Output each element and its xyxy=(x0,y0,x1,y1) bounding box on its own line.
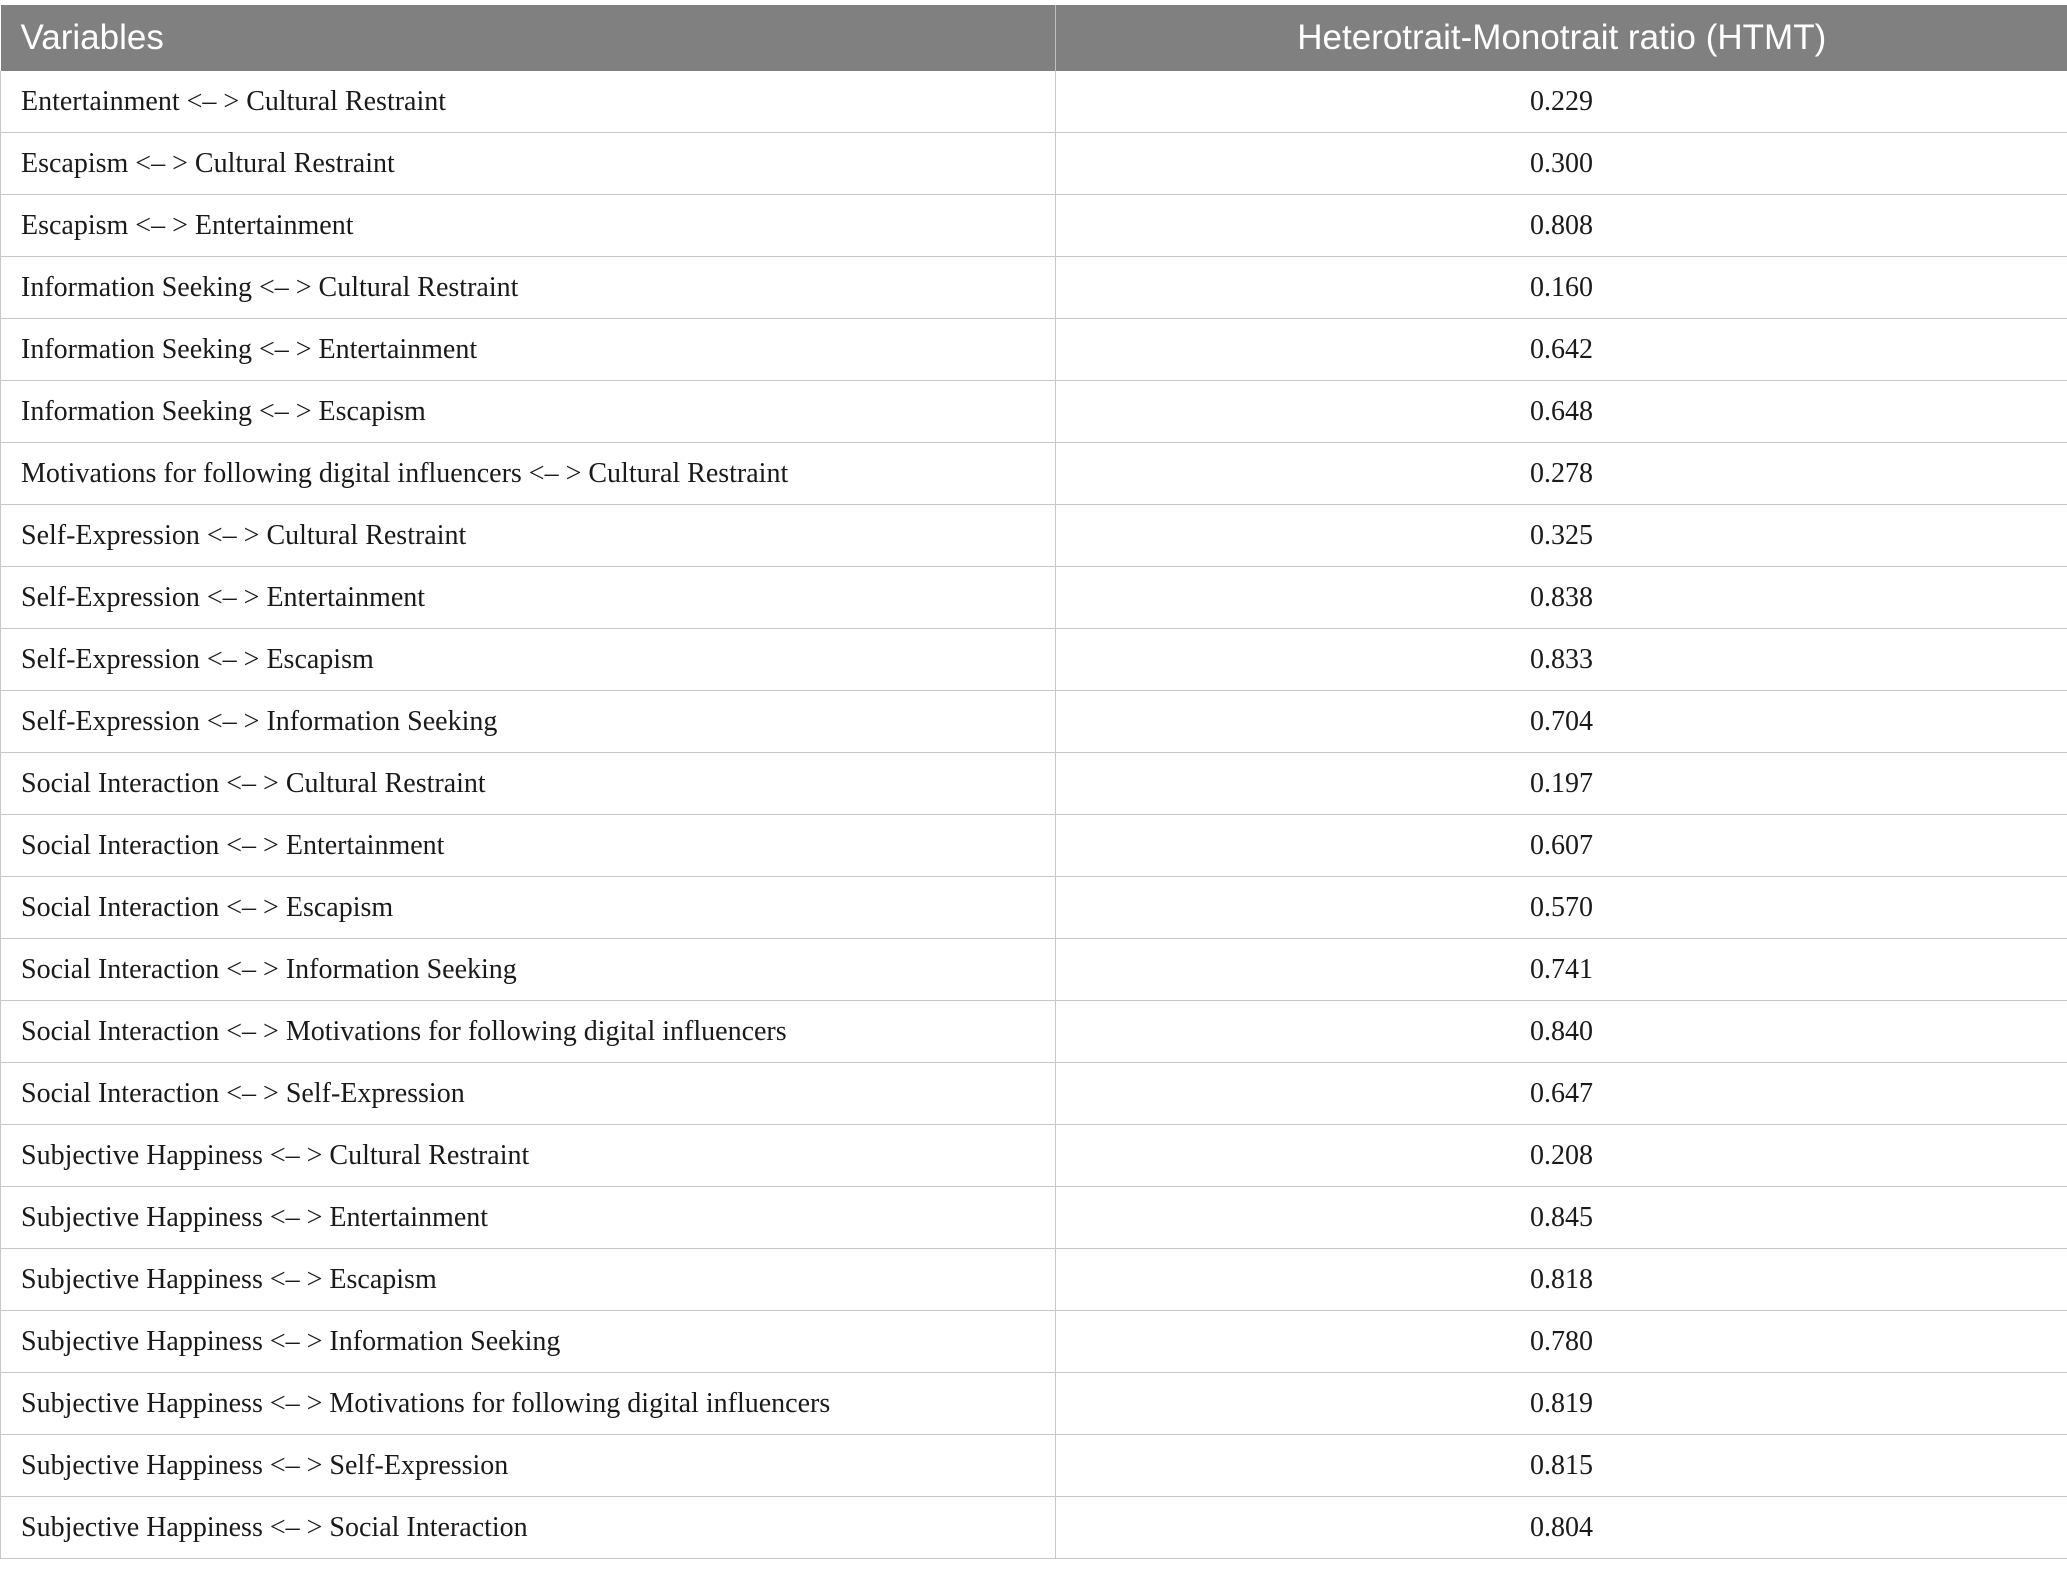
variables-cell: Social Interaction <– > Entertainment xyxy=(1,815,1056,877)
table-row xyxy=(1,567,2067,629)
htmt-value-cell: 0.648 xyxy=(1056,381,2067,443)
htmt-value-cell: 0.570 xyxy=(1056,877,2067,939)
variables-cell: Social Interaction <– > Information Seeking xyxy=(1,939,1056,1001)
variables-cell: Subjective Happiness <– > Cultural Restraint xyxy=(1,1125,1056,1187)
variables-cell: Social Interaction <– > Cultural Restraint xyxy=(1,753,1056,815)
htmt-value-cell: 0.642 xyxy=(1056,319,2067,381)
htmt-value-cell: 0.833 xyxy=(1056,629,2067,691)
htmt-value-cell: 0.741 xyxy=(1056,939,2067,1001)
htmt-value-cell: 0.780 xyxy=(1056,1311,2067,1373)
variables-cell: Self-Expression <– > Cultural Restraint xyxy=(1,505,1056,567)
table-row xyxy=(1,505,2067,567)
htmt-value-cell: 0.278 xyxy=(1056,443,2067,505)
table-row xyxy=(1,1497,2067,1559)
table-row xyxy=(1,1001,2067,1063)
htmt-value-cell: 0.300 xyxy=(1056,133,2067,195)
variables-cell: Social Interaction <– > Escapism xyxy=(1,877,1056,939)
header-row xyxy=(1,5,2067,71)
htmt-value-cell: 0.819 xyxy=(1056,1373,2067,1435)
variables-cell: Subjective Happiness <– > Entertainment xyxy=(1,1187,1056,1249)
variables-cell: Escapism <– > Cultural Restraint xyxy=(1,133,1056,195)
table-header xyxy=(1,5,2067,71)
table-row xyxy=(1,381,2067,443)
variables-cell: Social Interaction <– > Motivations for following digital influencers xyxy=(1,1001,1056,1063)
table-row xyxy=(1,71,2067,133)
table-row xyxy=(1,1435,2067,1497)
table-row xyxy=(1,1125,2067,1187)
variables-cell: Entertainment <– > Cultural Restraint xyxy=(1,71,1056,133)
htmt-table xyxy=(0,5,2067,1559)
table-row xyxy=(1,691,2067,753)
table-row xyxy=(1,1249,2067,1311)
htmt-value-cell: 0.197 xyxy=(1056,753,2067,815)
table-row xyxy=(1,133,2067,195)
htmt-value-cell: 0.815 xyxy=(1056,1435,2067,1497)
variables-cell: Motivations for following digital influencers <– > Cultural Restraint xyxy=(1,443,1056,505)
htmt-value-cell: 0.808 xyxy=(1056,195,2067,257)
table-row xyxy=(1,319,2067,381)
htmt-value-cell: 0.838 xyxy=(1056,567,2067,629)
variables-cell: Subjective Happiness <– > Information Seeking xyxy=(1,1311,1056,1373)
table-row xyxy=(1,629,2067,691)
table-row xyxy=(1,815,2067,877)
variables-cell: Subjective Happiness <– > Self-Expression xyxy=(1,1435,1056,1497)
htmt-value-cell: 0.325 xyxy=(1056,505,2067,567)
variables-cell: Social Interaction <– > Self-Expression xyxy=(1,1063,1056,1125)
htmt-value-cell: 0.704 xyxy=(1056,691,2067,753)
htmt-value-cell: 0.840 xyxy=(1056,1001,2067,1063)
htmt-value-cell: 0.607 xyxy=(1056,815,2067,877)
table-row xyxy=(1,195,2067,257)
table-row xyxy=(1,1187,2067,1249)
table-row xyxy=(1,877,2067,939)
variables-cell: Subjective Happiness <– > Escapism xyxy=(1,1249,1056,1311)
variables-cell: Information Seeking <– > Entertainment xyxy=(1,319,1056,381)
column-header-htmt: Heterotrait-Monotrait ratio (HTMT) xyxy=(1056,5,2067,71)
htmt-value-cell: 0.647 xyxy=(1056,1063,2067,1125)
htmt-value-cell: 0.229 xyxy=(1056,71,2067,133)
variables-cell: Self-Expression <– > Entertainment xyxy=(1,567,1056,629)
variables-cell: Self-Expression <– > Information Seeking xyxy=(1,691,1056,753)
column-header-variables: Variables xyxy=(1,5,1056,71)
table-row xyxy=(1,257,2067,319)
htmt-table-container xyxy=(0,5,2067,1559)
table-row xyxy=(1,443,2067,505)
table-row xyxy=(1,753,2067,815)
htmt-value-cell: 0.208 xyxy=(1056,1125,2067,1187)
table-row xyxy=(1,1373,2067,1435)
table-row xyxy=(1,939,2067,1001)
table-body xyxy=(1,71,2067,1559)
htmt-value-cell: 0.160 xyxy=(1056,257,2067,319)
variables-cell: Subjective Happiness <– > Social Interaction xyxy=(1,1497,1056,1559)
htmt-value-cell: 0.845 xyxy=(1056,1187,2067,1249)
variables-cell: Subjective Happiness <– > Motivations for following digital influencers xyxy=(1,1373,1056,1435)
variables-cell: Information Seeking <– > Cultural Restraint xyxy=(1,257,1056,319)
variables-cell: Information Seeking <– > Escapism xyxy=(1,381,1056,443)
table-row xyxy=(1,1311,2067,1373)
htmt-value-cell: 0.804 xyxy=(1056,1497,2067,1559)
table-row xyxy=(1,1063,2067,1125)
variables-cell: Escapism <– > Entertainment xyxy=(1,195,1056,257)
htmt-value-cell: 0.818 xyxy=(1056,1249,2067,1311)
variables-cell: Self-Expression <– > Escapism xyxy=(1,629,1056,691)
